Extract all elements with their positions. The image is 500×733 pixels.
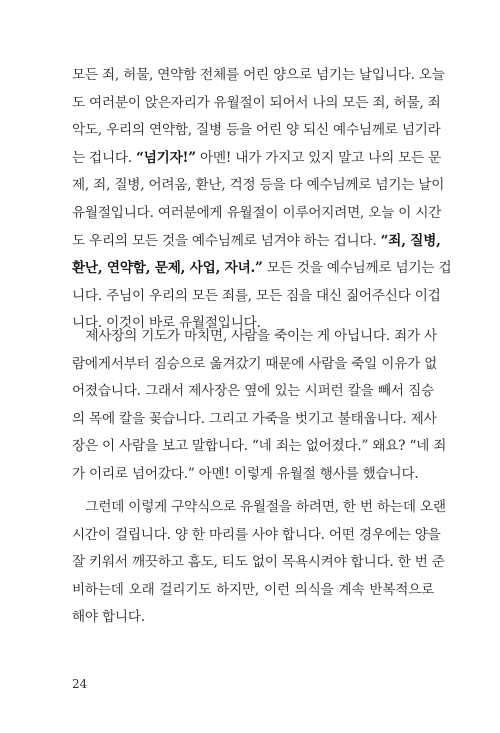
text-run: 모든 것을 예수님께로 넘기는 겁 bbox=[262, 260, 452, 277]
text-line bbox=[72, 62, 445, 90]
text-line bbox=[72, 90, 441, 118]
text-run: 어졌습니다. 그래서 제사장은 옆에 있는 시퍼런 칼을 빼서 짐승 bbox=[72, 383, 434, 400]
text-line bbox=[72, 200, 442, 228]
page-number: 24 bbox=[72, 677, 88, 691]
paragraph bbox=[72, 494, 446, 632]
text-line bbox=[72, 604, 434, 632]
text-line bbox=[72, 433, 447, 461]
text-line bbox=[72, 549, 445, 577]
text-run: 제사장의 기도가 마치면, 사람을 죽이는 게 아닙니다. 죄가 사 bbox=[72, 328, 437, 344]
paragraph bbox=[72, 62, 452, 338]
text-line bbox=[72, 494, 446, 522]
text-run: 람에게서부터 짐승으로 옮겨갔기 때문에 사람을 죽일 이유가 없 bbox=[72, 355, 438, 372]
text-run: 해야 합니다. bbox=[72, 609, 145, 626]
text-run: 모든 죄, 허물, 연약함 전체를 어린 양으로 넘기는 날입니다. 오늘 bbox=[72, 67, 445, 83]
bold-text: 환난, 연약함, 문제, 사업, 자녀.” bbox=[72, 260, 263, 277]
text-run: 도 여러분이 앉은자리가 유월절이 되어서 나의 모든 죄, 허물, 죄 bbox=[72, 94, 441, 111]
text-line bbox=[72, 577, 434, 605]
text-run: 는 겁니다. bbox=[72, 149, 137, 166]
text-run: 가 이리로 넘어갔다.” 아멘! 이렇게 유월절 행사를 했습니다. bbox=[72, 465, 419, 482]
text-run: 제, 죄, 질병, 어려움, 환난, 걱정 등을 다 예수님께로 넘기는 날이 bbox=[72, 177, 445, 194]
text-run: 니다. 이것이 바로 유월절입니다. bbox=[72, 315, 261, 332]
text-line bbox=[72, 228, 441, 256]
text-run: 아멘! 내가 가지고 있지 말고 나의 모든 문 bbox=[195, 149, 442, 166]
text-line bbox=[72, 172, 445, 200]
text-run: 비하는데 오래 걸리기도 하지만, 이런 의식을 계속 반복적으로 bbox=[72, 581, 434, 598]
text-run: 도 우리의 모든 것을 예수님께로 넘겨야 하는 겁니다. bbox=[72, 232, 381, 249]
text-run: 니다. 주님이 우리의 모든 죄를, 모든 짐을 대신 짊어주신다 이겁 bbox=[72, 287, 441, 304]
text-line bbox=[72, 378, 434, 406]
text-run: 장은 이 사람을 보고 말합니다. “네 죄는 없어졌다.” 왜요? “네 죄 bbox=[72, 438, 447, 455]
text-line bbox=[72, 351, 438, 379]
text-run: 의 목에 칼을 꽂습니다. 그리고 가죽을 벗기고 불태웁니다. 제사 bbox=[72, 410, 437, 427]
text-run: 잘 키워서 깨끗하고 흠도, 티도 없이 목욕시켜야 합니다. 한 번 준 bbox=[72, 554, 445, 571]
text-run: 시간이 걸립니다. 양 한 마리를 사야 합니다. 어떤 경우에는 양을 bbox=[72, 526, 441, 543]
text-run: 악도, 우리의 연약함, 질병 등을 어린 양 되신 예수님께로 넘기라 bbox=[72, 122, 441, 139]
text-line bbox=[72, 522, 441, 550]
text-line bbox=[72, 145, 442, 173]
text-run: 그런데 이렇게 구약식으로 유월절을 하려면, 한 번 하는데 오랜 bbox=[72, 499, 446, 515]
text-line bbox=[72, 323, 437, 351]
text-line bbox=[72, 461, 434, 489]
text-line bbox=[72, 283, 441, 311]
bold-text: “죄, 질병, bbox=[380, 232, 441, 249]
text-line bbox=[72, 406, 437, 434]
text-line bbox=[72, 117, 441, 145]
text-run: 유월절입니다. 여러분에게 유월절이 이루어지려면, 오늘 이 시간 bbox=[72, 204, 442, 221]
text-line bbox=[72, 255, 452, 283]
bold-text: “넘기자!” bbox=[136, 149, 196, 166]
paragraph bbox=[72, 323, 447, 489]
